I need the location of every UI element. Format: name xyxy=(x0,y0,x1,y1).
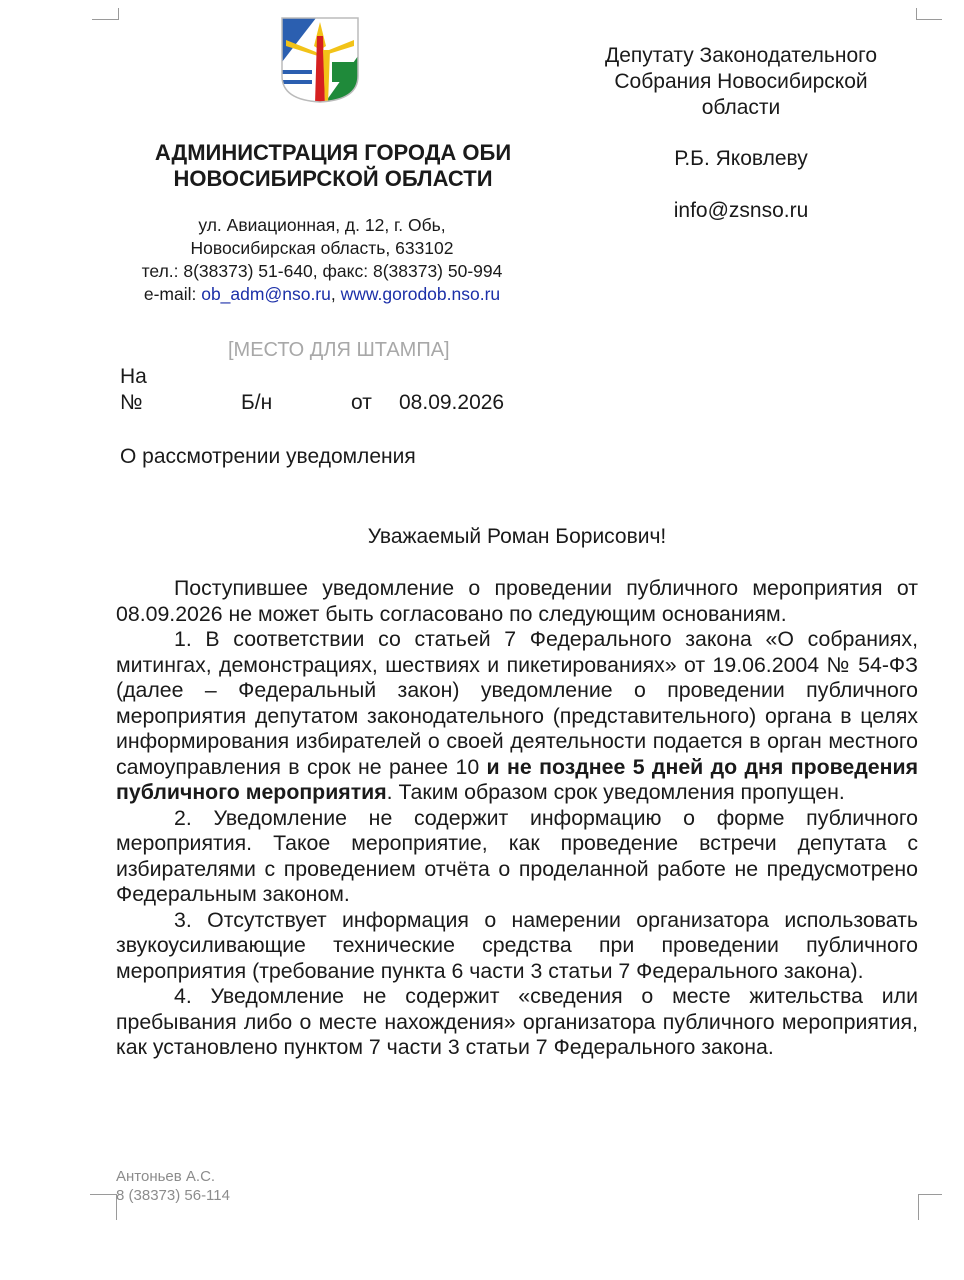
recipient-name: Р.Б. Яковлеву xyxy=(674,147,808,170)
recipient-email: info@zsnso.ru xyxy=(673,199,809,222)
crop-mark-bottom-right xyxy=(918,1194,919,1220)
body-item-4: 4. Уведомление не содержит «сведения о месте жительства или пребывания либо о месте нахождения» организатора публичного мероприятия, как установлено пунктом 7 части 3 статьи 7 Федерального закона. xyxy=(116,984,918,1059)
body-item-3: 3. Отсутствует информация о намерении организатора использовать звукоусиливающие технические средства при проведении публичного мероприятия (требование пункта 6 части 3 статьи 7 Федерального закона). xyxy=(116,907,918,983)
crop-mark-top-left xyxy=(118,8,119,20)
registration-date-label: от xyxy=(351,391,372,414)
sender-email-link[interactable]: ob_adm@nso.ru xyxy=(201,284,331,304)
phone-line: тел.: 8(38373) 51-640, факс: 8(38373) 50-994 xyxy=(141,261,503,281)
body-item-1-text: 1. В соответствии со статьей 7 Федерального закона «О собраниях, митингах, демонстрациях, шествиях и пикетированиях» от 19.06.2004 № 54-ФЗ (далее – Федеральный закон) уведомление о проведении публичного мероприятия депутатом законодательного (представительного) органа в целях информирования избирателей о своей деятельности подается в орган местного самоуправления в срок не ранее 10 xyxy=(116,627,918,779)
crop-mark-bottom-left-h xyxy=(90,1194,116,1195)
coat-of-arms-icon xyxy=(280,16,360,104)
registration-na-label: На xyxy=(120,365,147,388)
body-intro: Поступившее уведомление о проведении публичного мероприятия от 08.09.2026 не может быть согласовано по следующим основаниям. xyxy=(116,576,918,626)
letter-greeting: Уважаемый Роман Борисович! xyxy=(367,525,667,548)
organization-title xyxy=(118,140,548,192)
crop-mark-top-right-h xyxy=(916,19,942,20)
email-line xyxy=(110,283,534,306)
sender-website-link[interactable]: www.gorodob.nso.ru xyxy=(340,284,501,304)
email-separator: , xyxy=(330,284,341,304)
registration-number-label: № xyxy=(120,391,143,414)
body-item-1 xyxy=(116,627,918,806)
executor-phone: 8 (38373) 56-114 xyxy=(116,1187,230,1204)
registration-number-value: Б/н xyxy=(241,391,273,414)
organization-address xyxy=(110,214,534,306)
body-item-2: 2. Уведомление не содержит информацию о форме публичного мероприятия. Такое мероприятие, как проведение встречи депутата с избирателями с проведением отчёта о проделанной работе не предусмотрено Федеральным законом. xyxy=(116,805,918,906)
organization-title-line2: НОВОСИБИРСКОЙ ОБЛАСТИ xyxy=(173,166,493,191)
letter-body xyxy=(116,576,918,1061)
crop-mark-bottom-right-h xyxy=(918,1194,942,1195)
body-item-1-emphasis: и не позднее 5 дней до дня проведения публичного мероприятия xyxy=(116,754,918,804)
stamp-placeholder: [МЕСТО ДЛЯ ШТАМПА] xyxy=(228,339,450,361)
organization-title-line1: АДМИНИСТРАЦИЯ ГОРОДА ОБИ xyxy=(154,140,512,165)
executor-info xyxy=(116,1167,230,1205)
address-line2: Новосибирская область, 633102 xyxy=(190,238,454,258)
crop-mark-top-left-h xyxy=(92,19,118,20)
recipient-line1: Депутату Законодательного xyxy=(604,44,878,67)
address-line1: ул. Авиационная, д. 12, г. Обь, xyxy=(198,215,446,235)
email-label: e-mail: xyxy=(143,284,202,304)
letter-subject: О рассмотрении уведомления xyxy=(120,445,416,468)
registration-date-value: 08.09.2026 xyxy=(399,391,505,414)
executor-name: Антоньев А.С. xyxy=(116,1168,216,1185)
recipient-block xyxy=(576,43,906,121)
body-item-1-tail: . Таким образом срок уведомления пропущен. xyxy=(386,780,845,804)
recipient-line3: области xyxy=(701,96,781,119)
recipient-line2: Собрания Новосибирской xyxy=(614,70,868,93)
